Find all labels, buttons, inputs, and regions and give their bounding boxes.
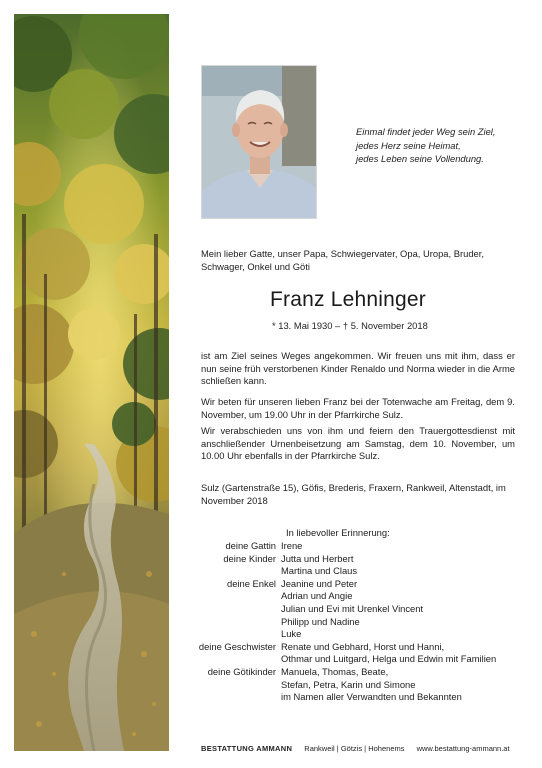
mourner-row (150, 679, 496, 692)
mourner-role: deine Geschwister (198, 640, 276, 652)
mourner-role: deine Kinder (223, 552, 276, 564)
wake-paragraph: Wir beten für unseren lieben Franz bei der Totenwache am Freitag, dem 9. November, um 19.00 Uhr in der Pfarrkirche Sulz. (201, 396, 515, 420)
forest-path-photo (14, 14, 169, 751)
mourners-list (150, 540, 496, 704)
mourner-row (150, 641, 496, 654)
mourner-role: deine Gattin (225, 540, 276, 551)
footer (201, 744, 510, 753)
mourner-role (150, 679, 281, 692)
mourner-names: Luke (281, 628, 302, 640)
mourner-names: Irene (281, 540, 303, 551)
mourner-row (150, 691, 496, 704)
mourner-role (150, 653, 281, 666)
mourner-row (150, 616, 496, 629)
mourner-row (150, 578, 496, 591)
mourner-row (150, 540, 496, 553)
mourner-names: Philipp und Nadine (281, 615, 360, 627)
mourner-names: Manuela, Thomas, Beate, (281, 665, 389, 677)
deceased-name: Franz Lehninger (270, 288, 426, 311)
quote-line: jedes Leben seine Vollendung. (356, 153, 484, 164)
mourner-role (150, 590, 281, 603)
life-dates: * 13. Mai 1930 – † 5. November 2018 (272, 320, 428, 331)
mourner-row (150, 666, 496, 679)
mourner-row (150, 653, 496, 666)
mourner-names: Julian und Evi mit Urenkel Vincent (281, 602, 424, 614)
footer-locations: Rankweil | Götzis | Hohenems (304, 744, 405, 753)
mourner-row (150, 603, 496, 616)
mourner-row (150, 628, 496, 641)
mourner-role: deine Götikinder (207, 665, 276, 677)
mourner-row (150, 590, 496, 603)
quote-line: Einmal findet jeder Weg sein Ziel, (356, 126, 496, 137)
mourner-row (150, 565, 496, 578)
mourner-role (150, 628, 281, 641)
mourner-names: Stefan, Petra, Karin und Simone (281, 678, 416, 690)
mourner-role (150, 616, 281, 629)
mourner-names: Jutta und Herbert (281, 552, 354, 564)
mourner-row (150, 553, 496, 566)
footer-brand: BESTATTUNG AMMANN (201, 744, 293, 753)
mourner-names: Martina und Claus (281, 565, 358, 577)
body-paragraph: ist am Ziel seines Weges angekommen. Wir freuen uns mit ihm, dass er nun seine früh verstorbenen Kinder Renaldo und Norma wieder in die Arme schließen kann. (201, 350, 515, 387)
intro-text: Mein lieber Gatte, unser Papa, Schwiegervater, Opa, Uropa, Bruder, Schwager, Onkel und Göti (201, 248, 484, 273)
mourner-names: Adrian und Angie (281, 590, 353, 602)
mourner-role (150, 691, 281, 704)
mourner-names: im Namen aller Verwandten und Bekannten (281, 691, 462, 703)
mourner-role (150, 603, 281, 616)
quote (356, 125, 495, 166)
mourner-names: Othmar und Luitgard, Helga und Edwin mit Familien (281, 653, 497, 665)
footer-url[interactable]: www.bestattung-ammann.at (416, 744, 510, 753)
mourners-heading: In liebevoller Erinnerung: (286, 527, 390, 538)
funeral-paragraph: Wir verabschieden uns von ihm und feiern den Trauergottesdienst mit anschließender Urnenbeisetzung am Samstag, dem 10. November, um 10.00 Uhr ebenfalls in der Pfarrkirche Sulz. (201, 425, 515, 462)
mourner-names: Renate und Gebhard, Horst und Hanni, (281, 640, 445, 652)
mourner-names: Jeanine und Peter (281, 577, 358, 589)
portrait-photo (201, 65, 317, 219)
quote-line: jedes Herz seine Heimat, (356, 139, 461, 151)
mourner-role: deine Enkel (227, 577, 276, 589)
mourner-role (150, 565, 281, 578)
place-and-date: Sulz (Gartenstraße 15), Göfis, Brederis, Fraxern, Rankweil, Altenstadt, im November 2018 (201, 482, 506, 506)
